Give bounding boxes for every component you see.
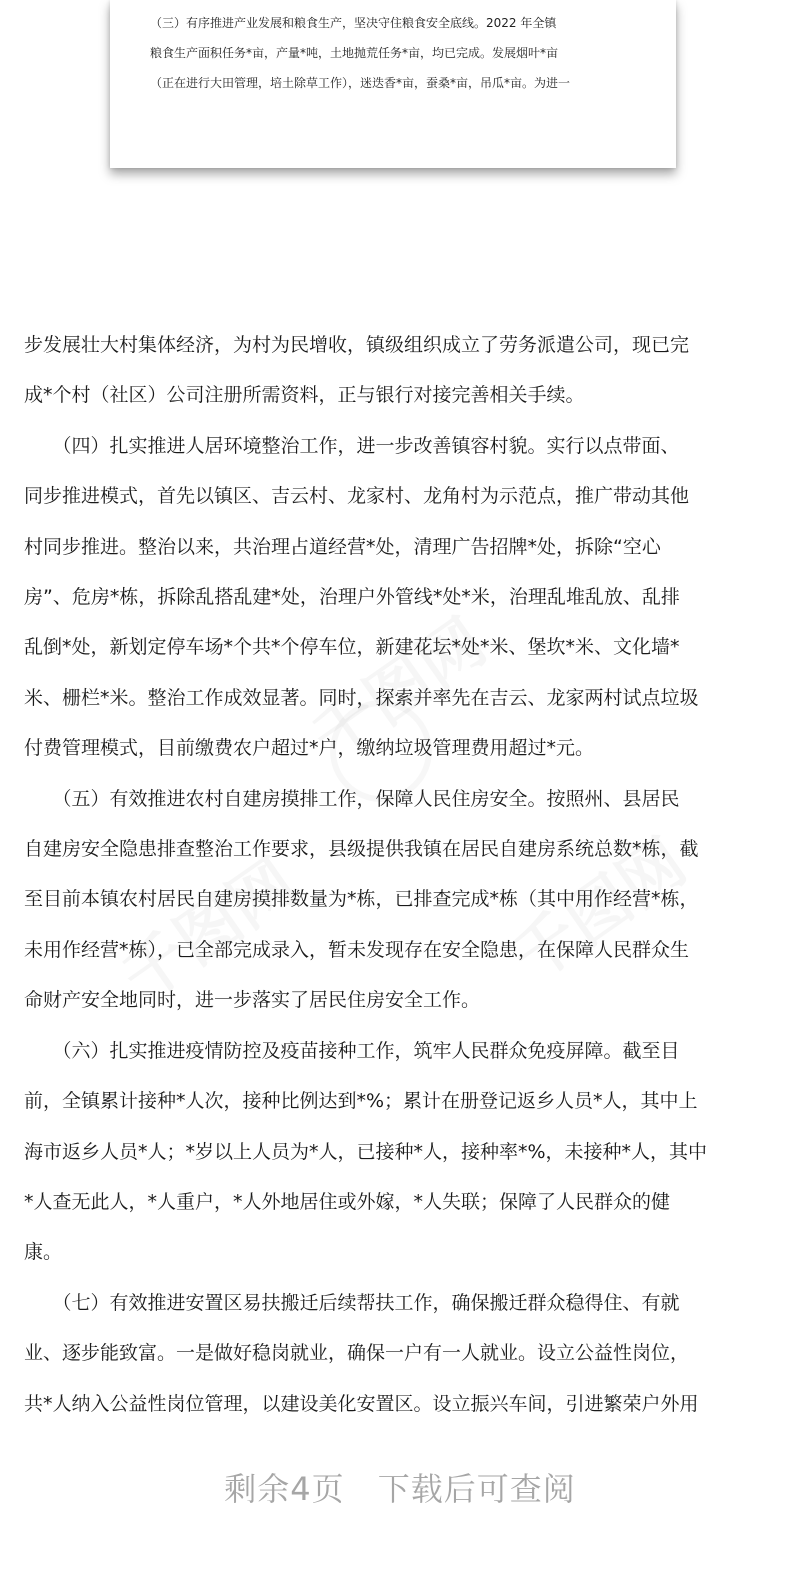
- text-line: 命财产安全地同时，进一步落实了居民住房安全工作。: [24, 989, 481, 1012]
- text-line: *人查无此人，*人重户，*人外地居住或外嫁，*人失联；保障了人民群众的健: [24, 1190, 671, 1213]
- download-prompt[interactable]: [0, 1464, 800, 1510]
- preview-card-line: 粮食生产面积任务*亩，产量*吨，土地抛荒任务*亩，均已完成。发展烟叶*亩: [150, 46, 559, 60]
- paragraph: [24, 1026, 776, 1278]
- preview-card-text: [150, 8, 650, 98]
- remaining-pages-text[interactable]: 剩余4页: [224, 1470, 345, 1508]
- paragraph: [24, 774, 776, 1026]
- text-line: 业、逐步能致富。一是做好稳岗就业，确保一户有一人就业。设立公益性岗位，: [24, 1342, 690, 1365]
- download-to-view-text[interactable]: 下载后可查阅: [377, 1470, 576, 1508]
- preview-page-card: [110, 0, 676, 168]
- text-line: 米、栅栏*米。整治工作成效显著。同时，探索并率先在吉云、龙家两村试点垃圾: [24, 686, 699, 709]
- text-line: 乱倒*处，新划定停车场*个共*个停车位，新建花坛*处*米、堡坎*米、文化墙*: [24, 636, 680, 659]
- text-line: 房”、危房*栋，拆除乱搭乱建*处，治理户外管线*处*米，治理乱堆乱放、乱排: [24, 586, 680, 609]
- text-line: 共*人纳入公益性岗位管理，以建设美化安置区。设立振兴车间，引进繁荣户外用: [24, 1392, 699, 1415]
- text-line: （六）扎实推进疫情防控及疫苗接种工作，筑牢人民群众免疫屏障。截至目: [24, 1039, 680, 1062]
- paragraph: [24, 1278, 776, 1429]
- text-line: 海市返乡人员*人；*岁以上人员为*人，已接种*人，接种率*%，未接种*人，其中: [24, 1140, 708, 1163]
- footer-gap: [345, 1470, 378, 1508]
- text-line: 自建房安全隐患排查整治工作要求，县级提供我镇在居民自建房系统总数*栋，截: [24, 838, 699, 861]
- text-line: （五）有效推进农村自建房摸排工作，保障人民住房安全。按照州、县居民: [24, 787, 680, 810]
- text-line: 成*个村（社区）公司注册所需资料，正与银行对接完善相关手续。: [24, 384, 585, 407]
- paragraph: [24, 421, 776, 774]
- preview-card-line: （三）有序推进产业发展和粮食生产，坚决守住粮食安全底线。2022 年全镇: [150, 16, 557, 30]
- text-line: 前，全镇累计接种*人次，接种比例达到*%；累计在册登记返乡人员*人，其中上: [24, 1090, 698, 1113]
- text-line: 未用作经营*栋），已全部完成录入，暂未发现存在安全隐患，在保障人民群众生: [24, 938, 690, 961]
- text-line: 步发展壮大村集体经济，为村为民增收，镇级组织成立了劳务派遣公司，现已完: [24, 334, 690, 356]
- text-line: 付费管理模式，目前缴费农户超过*户，缴纳垃圾管理费用超过*元。: [24, 737, 595, 760]
- text-line: 村同步推进。整治以来，共治理占道经营*处，清理广告招牌*处，拆除“空心: [24, 535, 661, 558]
- document-body: [24, 320, 776, 1429]
- text-line: （七）有效推进安置区易扶搬迁后续帮扶工作，确保搬迁群众稳得住、有就: [24, 1291, 680, 1314]
- preview-card-line: （正在进行大田管理，培土除草工作），迷迭香*亩，蚕桑*亩，吊瓜*亩。为进一: [150, 76, 571, 90]
- text-line: 同步推进模式，首先以镇区、吉云村、龙家村、龙角村为示范点，推广带动其他: [24, 485, 690, 508]
- paragraph: [24, 320, 776, 421]
- text-line: 康。: [24, 1241, 63, 1264]
- text-line: 至目前本镇农村居民自建房摸排数量为*栋，已排查完成*栋（其中用作经营*栋，: [24, 888, 699, 911]
- text-line: （四）扎实推进人居环境整治工作，进一步改善镇容村貌。实行以点带面、: [24, 434, 680, 457]
